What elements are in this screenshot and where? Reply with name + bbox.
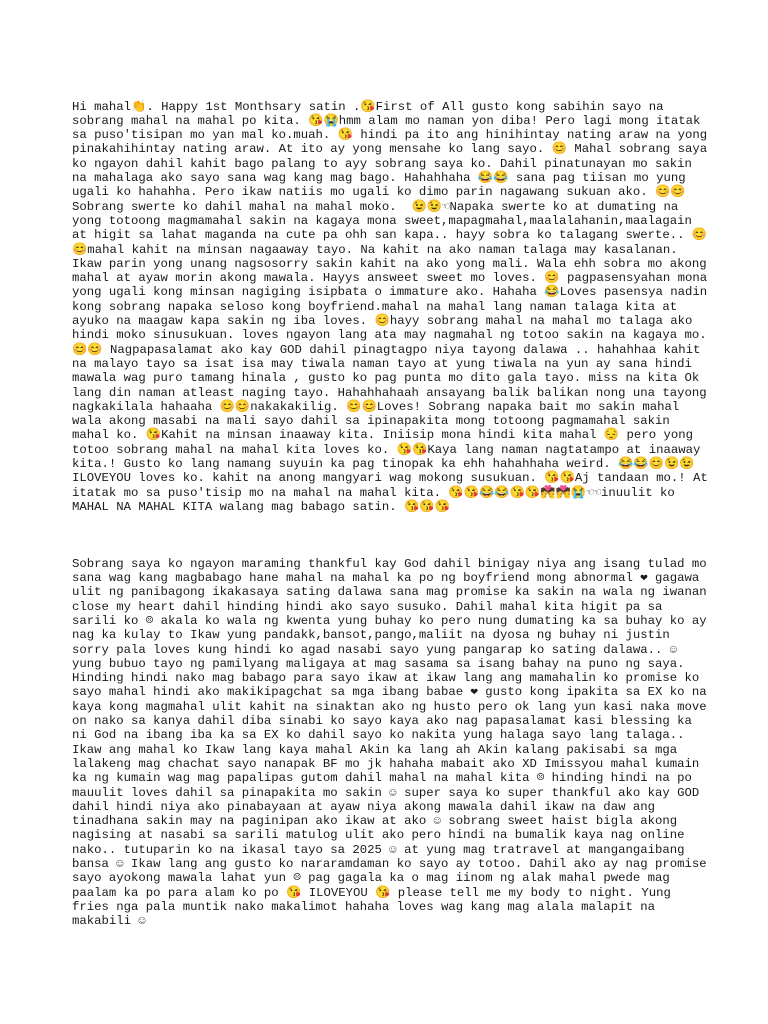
letter-body bbox=[72, 71, 716, 957]
paragraph-2: Sobrang saya ko ngayon maraming thankful kay God dahil binigay niya ang isang tulad mo sana wag kang magbabago hane mahal na mahal ka po ng boyfriend mong abnormal ❤ gagawa ulit ng panibagong ikakasaya sating dalawa sana mag promise ka sakin na wala ng iwanan close my heart dahil hinding hindi ako sayo susuko. Dahil mahal kita higit pa sa sarili ko ☹ akala ko wala ng kwenta yung buhay ko pero nung dumating ka sa buhay ko ay nag ka kulay to Ikaw yung pandakk,bansot,pango,maliit na dyosa ng buhay ni justin sorry pala loves kung hindi ko agad nasabi sayo yung pangarap ko sating dalawa.. ☺ yung bubuo tayo ng pamilyang maligaya at mag sasama sa isang bahay na puno ng saya. Hinding hindi nako mag babago para sayo ikaw at ikaw lang ang mamahalin ko promise ko sayo mahal hindi ako makikipagchat sa mga ibang babae ❤ gusto kong ipakita sa EX ko na kaya kong magmahal ulit kahit na sinaktan ako ng husto pero ok lang yun kasi naka move on nako sa kanya dahil diba sinabi ko sayo kaya ako nag papasalamat kasi blessing ka ni God na ibang iba ka sa EX ko dahil sayo ko nakita yung halaga sayo lang talaga.. Ikaw ang mahal ko Ikaw lang kaya mahal Akin ka lang ah Akin kalang pakisabi sa mga lalakeng mag chachat sayo nanapak BF mo jk hahaha mabait ako XD Imissyou mahal kumain ka ng kumain wag mag papalipas gutom dahil mahal na mahal kita ☹ hinding hindi na po mauulit loves dahil sa pinapakita mo sakin ☺ super saya ko super thankful ako kay GOD dahil hindi niya ako pinabayaan at ayaw niya akong mawala dahil ikaw na daw ang tinadhana sakin may na paginipan ako ikaw at ako ☺ sobrang sweet haist bigla akong nagising at nasabi sa sarili matulog ulit ako pero hindi na bumalik kaya nag online nako.. tutuparin ko na ikasal tayo sa 2025 ☺ at yung mag tratravel at mangangaibang bansa ☺ Ikaw lang ang gusto ko nararamdaman ko sayo ay totoo. Dahil ako ay nag promise sayo ayokong mawala lahat yun ☹ pag gagala ka o mag iinom ng alak mahal pwede mag paalam ka po para alam ko po 😘 ILOVEYOU 😘 please tell me my body to night. Yung fries nga pala muntik nako makalimot hahaha loves wag kang mag alala malapit na makabili ☺ bbox=[72, 556, 715, 929]
paragraph-1: Hi mahal👏. Happy 1st Monthsary satin .😘First of All gusto kong sabihin sayo na sobrang mahal na mahal po kita. 😘😭hmm alam mo naman yon diba! Pero lagi mong itatak sa puso'tisipan mo yan mal ko.muah. 😘 hindi pa ito ang hinihintay nating araw na yong pinakahihintay nating araw. At ito ay yong mensahe ko lang sayo. 😊 Mahal sobrang saya ko ngayon dahil kahit bago palang to ayy sobrang saya ko. Dahil pinatunayan mo sakin na mahalaga ako sayo sana wag kang mag bago. Hahahhaha 😂😂 sana pag tiisan mo yung ugali ko hahahha. Pero ikaw natiis mo ugali ko dimo parin nagawang sukuan ako. 😊😊Sobrang swerte ko dahil mahal na mahal moko. 😉😉☜Napaka swerte ko at dumating na yong totoong magmamahal sakin na kagaya mona sweet,mapagmahal,maalalahanin,maalagain at higit sa lahat maganda na cute pa ohh san kapa.. hayy sobra ko talagang swerte.. 😊😊mahal kahit na minsan nagaaway tayo. Na kahit na ako naman talaga may kasalanan. Ikaw parin yong unang nagsosorry sakin kahit na ako yong mali. Wala ehh sobra mo akong mahal at ayaw morin akong mawala. Hayys answeet sweet mo loves. 😊 pagpasensyahan mona yong ugali kong minsan nagiging isipbata o immature ako. Hahaha 😂Loves pasensya nadin kong sobrang napaka seloso kong boyfriend.mahal na mahal lang naman talaga kita at ayuko na maagaw kapa sakin ng iba loves. 😊hayy sobrang mahal na mahal mo talaga ako hindi moko sinusukuan. loves ngayon lang ata may nagmahal ng totoo sakin na kagaya mo. 😊😊 Nagpapasalamat ako kay GOD dahil pinagtagpo niya tayong dalawa .. hahahhaa kahit na malayo tayo sa isat isa may tiwala naman tayo at yung tiwala na yun ay sana hindi mawala wag puro tamang hinala , gusto ko pag punta mo dito gala tayo. miss na kita Ok lang din naman atleast naging tayo. Hahahhahaah ansayang balik balikan nong una tayong nagkakilala hahaaha 😊😊nakakakilig. 😊😊Loves! Sobrang napaka bait mo sakin mahal wala akong masabi na mali sayo dahil sa ipinapakita mong totoong pagmamahal sakin mahal ko. 😘Kahit na minsan inaaway kita. Iniisip mona hindi kita mahal 😔 pero yong totoo sobrang mahal na mahal kita loves ko. 😘😘Kaya lang naman nagtatampo at inaaway kita.! Gusto ko lang namang suyuin ka pag tinopak ka ehh hahahhaha weird. 😂😂😊😉😉ILOVEYOU loves ko. kahit na anong mangyari wag mokong susukuan. 😘😘Aj tandaan mo.! At itatak mo sa puso'tisip mo na mahal na mahal kita. 😘😘😂😂😘😘💏💏😭☜☜inuulit ko MAHAL NA MAHAL KITA walang mag babago satin. 😘😘😘 bbox=[72, 99, 716, 514]
